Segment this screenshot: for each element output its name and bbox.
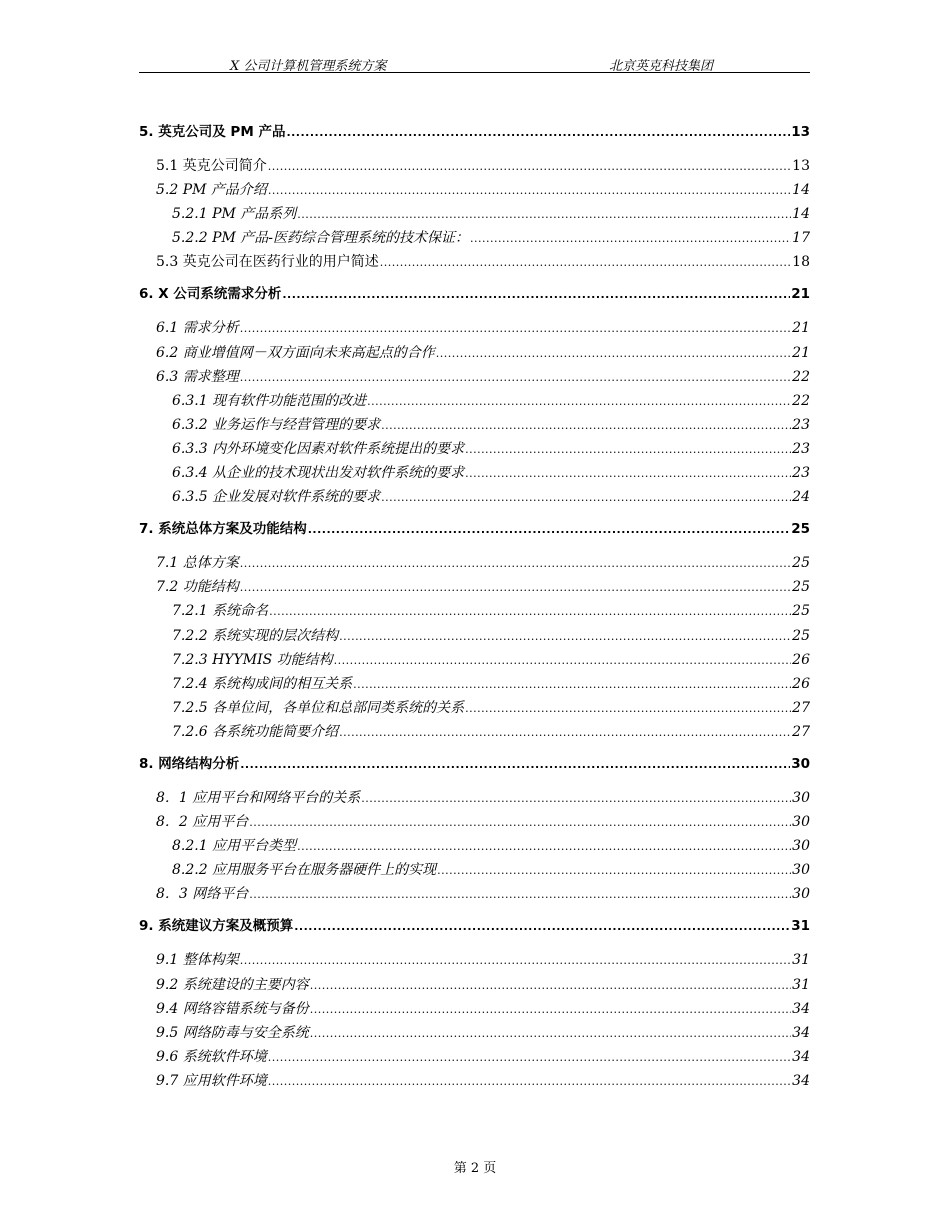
toc-entry-title: 7.2.2 系统实现的层次结构 bbox=[172, 627, 339, 644]
toc-entry[interactable] bbox=[139, 1021, 810, 1045]
toc-entry-title: 6.1 需求分析 bbox=[156, 320, 239, 337]
toc-entry[interactable] bbox=[139, 485, 810, 509]
toc-entry[interactable] bbox=[139, 973, 810, 997]
toc-entry-page-number: 21 bbox=[791, 286, 810, 303]
toc-entry[interactable] bbox=[139, 437, 810, 461]
toc-entry-page-number: 13 bbox=[791, 124, 810, 140]
toc-entry[interactable] bbox=[139, 914, 810, 948]
toc-entry-title: 7.1 总体方案 bbox=[156, 555, 239, 572]
toc-entry-title: 9.7 应用软件环境 bbox=[156, 1072, 267, 1089]
toc-entry-title: 7.2 功能结构 bbox=[156, 579, 239, 596]
table-of-contents bbox=[139, 120, 810, 1093]
toc-dot-leader bbox=[308, 518, 790, 542]
toc-dot-leader bbox=[286, 121, 790, 145]
toc-entry[interactable] bbox=[139, 250, 810, 274]
toc-entry-title: 8．2 应用平台 bbox=[156, 814, 249, 831]
toc-entry-title: 7.2.3 HYYMIS 功能结构 bbox=[172, 651, 333, 668]
toc-dot-leader bbox=[297, 203, 791, 226]
toc-entry-title: 9. 系统建议方案及概预算 bbox=[139, 918, 294, 935]
toc-entry-page-number: 23 bbox=[792, 440, 810, 457]
toc-dot-leader bbox=[268, 179, 791, 202]
toc-entry-title: 6.3.4 从企业的技术现状出发对软件系统的要求 bbox=[172, 465, 465, 482]
toc-entry-title: 7.2.1 系统命名 bbox=[172, 603, 269, 620]
toc-entry[interactable] bbox=[139, 551, 810, 575]
toc-entry-page-number: 26 bbox=[792, 675, 810, 692]
toc-entry-title: 5.2.2 PM 产品-医药综合管理系统的技术保证： bbox=[172, 230, 470, 247]
toc-entry-title: 6. X 公司系统需求分析 bbox=[139, 286, 282, 303]
toc-dot-leader bbox=[367, 390, 791, 413]
header-doc-title: X 公司计算机管理系统方案 bbox=[230, 59, 387, 74]
toc-dot-leader bbox=[334, 649, 792, 672]
toc-entry-title: 9.2 系统建设的主要内容 bbox=[156, 976, 309, 993]
toc-dot-leader bbox=[436, 342, 791, 365]
toc-entry-page-number: 30 bbox=[792, 886, 810, 903]
toc-entry-page-number: 13 bbox=[792, 158, 810, 174]
toc-entry[interactable] bbox=[139, 575, 810, 599]
toc-dot-leader bbox=[361, 787, 791, 810]
toc-entry[interactable] bbox=[139, 858, 810, 882]
toc-entry[interactable] bbox=[139, 599, 810, 623]
toc-entry-title: 5. 英克公司及 PM 产品 bbox=[139, 124, 286, 140]
toc-entry-page-number: 34 bbox=[792, 1048, 810, 1065]
toc-dot-leader bbox=[380, 251, 791, 274]
toc-entry-page-number: 30 bbox=[792, 838, 810, 855]
toc-entry-title: 9.1 整体构架 bbox=[156, 952, 239, 969]
toc-dot-leader bbox=[310, 1022, 791, 1045]
toc-entry[interactable] bbox=[139, 461, 810, 485]
toc-entry-title: 8.2.2 应用服务平台在服务器硬件上的实现 bbox=[172, 862, 437, 879]
toc-entry-title: 9.6 系统软件环境 bbox=[156, 1048, 267, 1065]
toc-entry-page-number: 27 bbox=[792, 699, 810, 716]
toc-entry-page-number: 30 bbox=[792, 814, 810, 831]
toc-dot-leader bbox=[310, 998, 791, 1021]
toc-dot-leader bbox=[240, 317, 791, 340]
toc-entry-title: 9.5 网络防毒与安全系统 bbox=[156, 1024, 309, 1041]
toc-entry-page-number: 25 bbox=[792, 603, 810, 620]
toc-dot-leader bbox=[240, 753, 790, 777]
toc-entry-page-number: 14 bbox=[792, 182, 810, 199]
toc-dot-leader bbox=[268, 1046, 791, 1069]
toc-entry-page-number: 34 bbox=[792, 1072, 810, 1089]
toc-dot-leader bbox=[310, 974, 791, 997]
toc-entry-page-number: 25 bbox=[791, 521, 810, 538]
toc-entry-page-number: 22 bbox=[792, 392, 810, 409]
toc-entry-title: 5.2.1 PM 产品系列 bbox=[172, 206, 297, 223]
toc-entry-page-number: 34 bbox=[792, 1000, 810, 1017]
toc-entry-page-number: 25 bbox=[792, 579, 810, 596]
toc-entry-title: 8．3 网络平台 bbox=[156, 886, 249, 903]
page-header bbox=[139, 54, 810, 73]
toc-entry[interactable] bbox=[139, 696, 810, 720]
toc-dot-leader bbox=[465, 438, 791, 461]
toc-entry-title: 7.2.4 系统构成间的相互关系 bbox=[172, 675, 353, 692]
toc-entry-title: 6.3.2 业务运作与经营管理的要求 bbox=[172, 416, 381, 433]
toc-entry-title: 6.3.3 内外环境变化因素对软件系统提出的要求 bbox=[172, 440, 465, 457]
toc-dot-leader bbox=[240, 949, 791, 972]
toc-dot-leader bbox=[249, 811, 791, 834]
toc-entry[interactable] bbox=[139, 282, 810, 316]
toc-entry[interactable] bbox=[139, 624, 810, 648]
toc-entry-title: 6.2 商业增值网－双方面向未来高起点的合作 bbox=[156, 344, 435, 361]
toc-entry-page-number: 34 bbox=[792, 1024, 810, 1041]
toc-entry-page-number: 23 bbox=[792, 465, 810, 482]
toc-entry[interactable] bbox=[139, 948, 810, 972]
toc-dot-leader bbox=[249, 883, 791, 906]
toc-entry-title: 5.1 英克公司简介 bbox=[156, 158, 267, 174]
page-number-footer: 第 2 页 bbox=[453, 1161, 497, 1176]
toc-dot-leader bbox=[240, 366, 791, 389]
toc-entry[interactable] bbox=[139, 120, 810, 154]
toc-dot-leader bbox=[297, 835, 791, 858]
toc-entry-title: 6.3 需求整理 bbox=[156, 368, 239, 385]
toc-entry-title: 6.3.5 企业发展对软件系统的要求 bbox=[172, 489, 381, 506]
toc-dot-leader bbox=[339, 721, 791, 744]
toc-entry-page-number: 25 bbox=[792, 555, 810, 572]
toc-dot-leader bbox=[240, 552, 791, 575]
toc-entry-title: 8. 网络结构分析 bbox=[139, 755, 240, 772]
toc-entry[interactable] bbox=[139, 178, 810, 202]
header-company-name: 北京英克科技集团 bbox=[609, 59, 714, 74]
toc-entry[interactable] bbox=[139, 413, 810, 437]
toc-dot-leader bbox=[294, 915, 790, 939]
toc-entry-page-number: 25 bbox=[792, 627, 810, 644]
toc-entry-page-number: 30 bbox=[791, 755, 810, 772]
toc-dot-leader bbox=[437, 859, 791, 882]
toc-entry-title: 8．1 应用平台和网络平台的关系 bbox=[156, 789, 361, 806]
toc-entry-page-number: 26 bbox=[792, 651, 810, 668]
toc-dot-leader bbox=[268, 155, 791, 178]
toc-entry[interactable] bbox=[139, 226, 810, 250]
toc-entry[interactable] bbox=[139, 154, 810, 178]
toc-entry-page-number: 31 bbox=[792, 952, 810, 969]
toc-entry[interactable] bbox=[139, 316, 810, 340]
toc-entry[interactable] bbox=[139, 1045, 810, 1069]
toc-dot-leader bbox=[339, 625, 791, 648]
toc-entry-page-number: 27 bbox=[792, 723, 810, 740]
toc-entry-page-number: 24 bbox=[792, 489, 810, 506]
toc-entry[interactable] bbox=[139, 810, 810, 834]
toc-dot-leader bbox=[465, 462, 791, 485]
toc-entry[interactable] bbox=[139, 1069, 810, 1093]
toc-entry-title: 5.3 英克公司在医药行业的用户简述 bbox=[156, 254, 379, 271]
toc-entry[interactable] bbox=[139, 389, 810, 413]
toc-dot-leader bbox=[381, 486, 791, 509]
toc-entry[interactable] bbox=[139, 202, 810, 226]
toc-dot-leader bbox=[240, 576, 791, 599]
toc-entry[interactable] bbox=[139, 341, 810, 365]
toc-entry[interactable] bbox=[139, 834, 810, 858]
toc-entry-page-number: 30 bbox=[792, 862, 810, 879]
toc-entry-page-number: 21 bbox=[792, 344, 810, 361]
toc-entry-page-number: 31 bbox=[792, 976, 810, 993]
toc-entry[interactable] bbox=[139, 517, 810, 551]
toc-entry-title: 7.2.6 各系统功能简要介绍 bbox=[172, 723, 339, 740]
toc-dot-leader bbox=[465, 697, 791, 720]
toc-entry-page-number: 31 bbox=[791, 918, 810, 935]
toc-entry-page-number: 22 bbox=[792, 368, 810, 385]
toc-entry-title: 6.3.1 现有软件功能范围的改进 bbox=[172, 392, 367, 409]
toc-entry[interactable] bbox=[139, 786, 810, 810]
toc-entry[interactable] bbox=[139, 365, 810, 389]
toc-entry-title: 7.2.5 各单位间，各单位和总部同类系统的关系 bbox=[172, 699, 465, 716]
toc-entry-page-number: 30 bbox=[792, 789, 810, 806]
toc-entry-title: 9.4 网络容错系统与备份 bbox=[156, 1000, 309, 1017]
toc-entry-title: 8.2.1 应用平台类型 bbox=[172, 838, 297, 855]
toc-entry-page-number: 21 bbox=[792, 320, 810, 337]
toc-entry[interactable] bbox=[139, 720, 810, 744]
toc-entry-page-number: 18 bbox=[792, 254, 810, 271]
toc-dot-leader bbox=[353, 673, 791, 696]
toc-entry-page-number: 23 bbox=[792, 416, 810, 433]
toc-dot-leader bbox=[470, 227, 791, 250]
toc-entry[interactable] bbox=[139, 648, 810, 672]
toc-entry[interactable] bbox=[139, 752, 810, 786]
toc-entry[interactable] bbox=[139, 672, 810, 696]
toc-dot-leader bbox=[268, 1070, 791, 1093]
toc-dot-leader bbox=[269, 600, 791, 623]
toc-dot-leader bbox=[381, 414, 791, 437]
toc-entry[interactable] bbox=[139, 882, 810, 906]
toc-entry[interactable] bbox=[139, 997, 810, 1021]
toc-entry-page-number: 14 bbox=[792, 206, 810, 223]
toc-dot-leader bbox=[282, 283, 790, 307]
toc-entry-title: 7. 系统总体方案及功能结构 bbox=[139, 521, 307, 538]
toc-entry-title: 5.2 PM 产品介绍 bbox=[156, 182, 267, 199]
toc-entry-page-number: 17 bbox=[792, 230, 810, 247]
